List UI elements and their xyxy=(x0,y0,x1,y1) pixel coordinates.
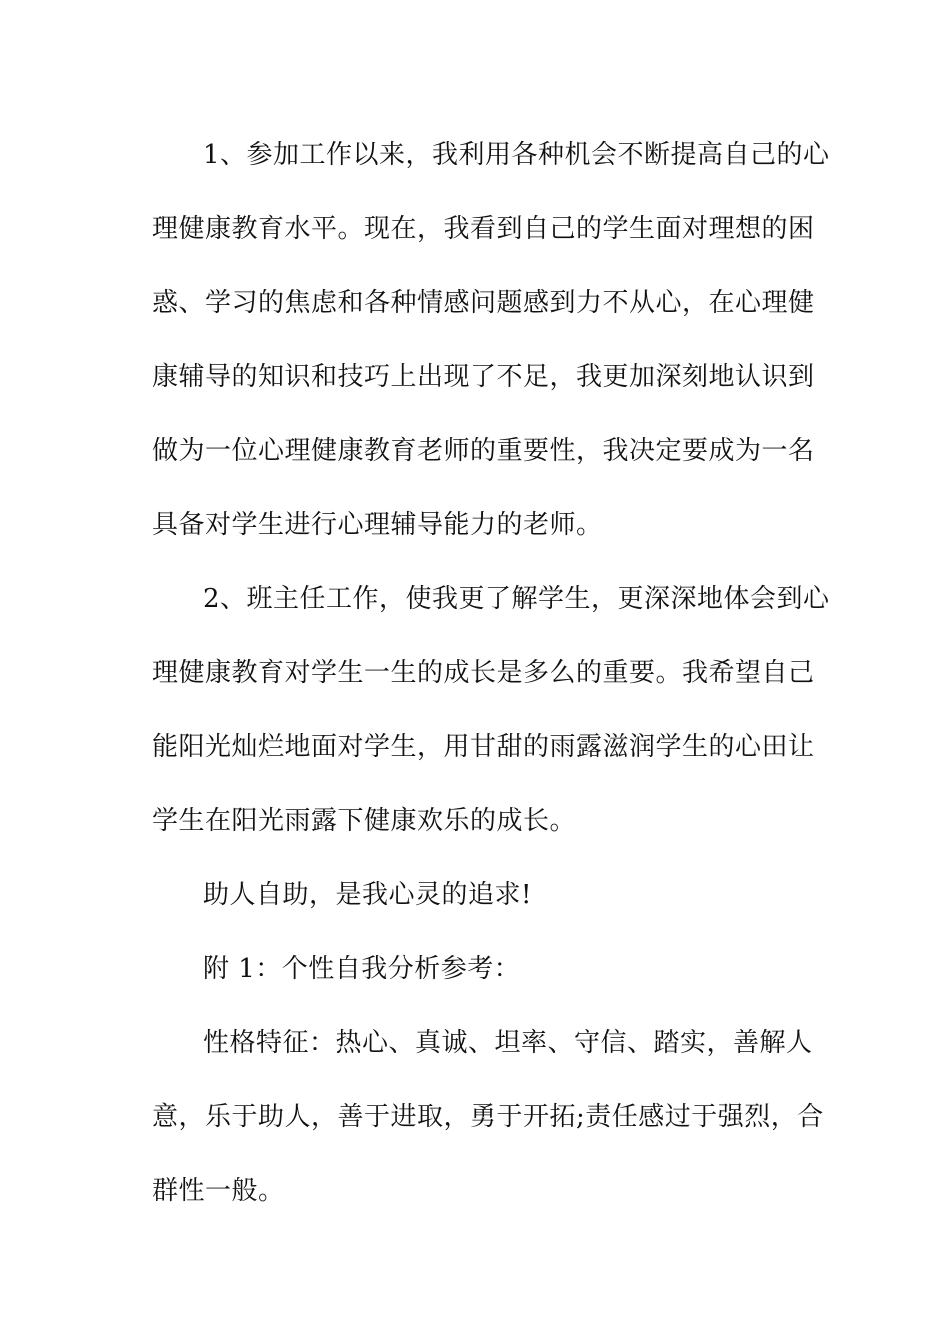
paragraph-2-line-1: 2、班主任工作，使我更了解学生，更深深地体会到心 xyxy=(203,584,830,614)
paragraph-1-line-4: 康辅导的知识和技巧上出现了不足，我更加深刻地认识到 xyxy=(152,362,815,392)
paragraph-2-line-4: 学生在阳光雨露下健康欢乐的成长。 xyxy=(152,806,577,836)
paragraph-5-line-3: 群性一般。 xyxy=(152,1176,285,1206)
paragraph-1-line-1: 1、参加工作以来，我利用各种机会不断提高自己的心 xyxy=(203,140,830,170)
paragraph-1-line-5: 做为一位心理健康教育老师的重要性，我决定要成为一名 xyxy=(152,436,815,466)
paragraph-4-line-1: 附 1：个性自我分析参考： xyxy=(203,954,521,984)
paragraph-1-line-6: 具备对学生进行心理辅导能力的老师。 xyxy=(152,510,603,540)
paragraph-3-line-1: 助人自助，是我心灵的追求! xyxy=(203,880,532,910)
paragraph-1-line-2: 理健康教育水平。现在，我看到自己的学生面对理想的困 xyxy=(152,214,815,244)
paragraph-2-line-2: 理健康教育对学生一生的成长是多么的重要。我希望自己 xyxy=(152,658,815,688)
paragraph-1-line-3: 惑、学习的焦虑和各种情感问题感到力不从心，在心理健 xyxy=(152,288,815,318)
paragraph-5-line-1: 性格特征：热心、真诚、坦率、守信、踏实，善解人 xyxy=(203,1028,813,1058)
paragraph-2-line-3: 能阳光灿烂地面对学生，用甘甜的雨露滋润学生的心田让 xyxy=(152,732,815,762)
paragraph-5-line-2: 意，乐于助人，善于进取，勇于开拓;责任感过于强烈，合 xyxy=(152,1102,824,1132)
